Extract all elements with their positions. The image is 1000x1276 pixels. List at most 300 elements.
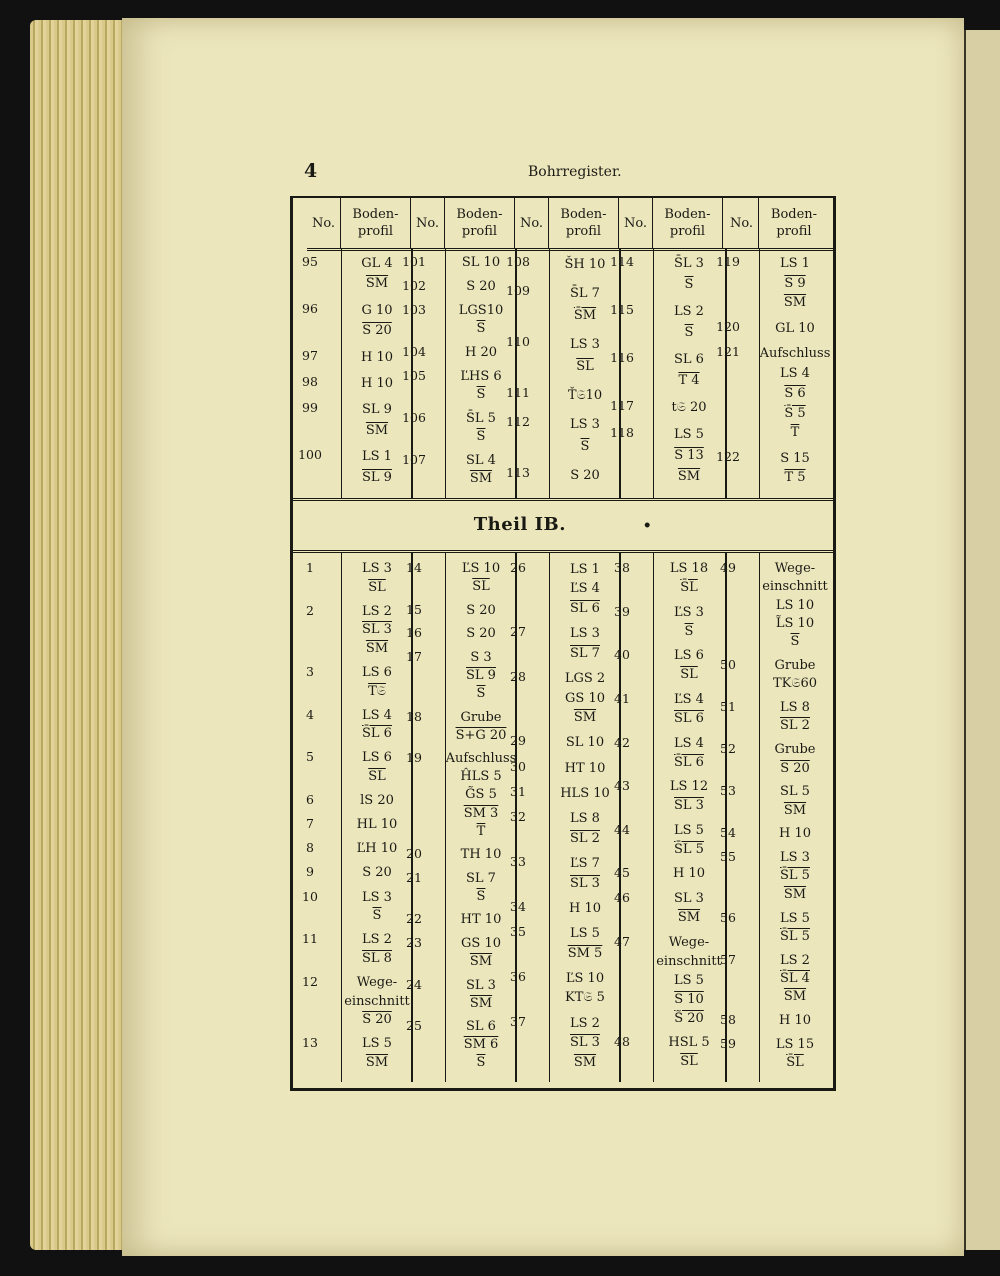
profil-line: LS 5	[674, 972, 704, 988]
profil-line: $\overline{T}$	[790, 425, 800, 441]
profil-line: SL 10	[461, 255, 501, 270]
profil-line: LS 8	[780, 700, 810, 716]
part2-entry-no: 55	[720, 849, 736, 865]
part1-entry-no: 98	[302, 374, 318, 389]
header-no-4: No.	[619, 198, 653, 248]
part1-entry-profil	[759, 449, 831, 488]
profil-line: SL 4	[466, 452, 496, 468]
profil-line: einschnitt	[344, 993, 410, 1009]
part2-entry-no: 59	[720, 1035, 736, 1051]
profil-line: LS 3	[780, 850, 810, 866]
part2-entry-no: 12	[302, 974, 318, 990]
profil-line: $\overline{S}$	[580, 439, 590, 455]
profil-line: G 10	[361, 302, 393, 318]
part2-entry-profil	[341, 664, 413, 701]
profil-line: SL 6	[674, 352, 704, 367]
part2-entry-no: 37	[510, 1013, 526, 1029]
part1-entry-no: 116	[610, 350, 634, 365]
profil-line: $\overline{S}$	[476, 888, 486, 904]
profil-line: $\overline{SM}$	[365, 422, 389, 438]
profil-line: $\overline{S}$	[684, 324, 694, 340]
profil-line: ĽS 3	[674, 604, 704, 620]
profil-line: S 20	[362, 323, 392, 339]
profil-line: H 10	[360, 349, 393, 365]
part2-entry-profil	[445, 602, 517, 620]
part2-entry-no: 4	[306, 706, 314, 722]
part1-entry-no: 102	[402, 277, 426, 293]
profil-line: ĽS 7	[570, 856, 600, 872]
part2-entry-no: 17	[406, 648, 422, 664]
profil-line: LS 4	[674, 735, 704, 751]
facing-page-edge	[962, 30, 1000, 1250]
header-profil-3: Boden- profil	[549, 198, 619, 248]
part2-entry-profil	[653, 604, 725, 642]
part1-entry-profil	[759, 254, 831, 313]
part1-entry-no: 100	[298, 447, 322, 463]
profil-line: $\overline{SL}$	[680, 667, 698, 683]
profil-line: LS 2	[570, 1015, 600, 1031]
part1-entry-no: 95	[302, 254, 318, 269]
profil-line: GS 10	[565, 690, 605, 706]
profil-line: S+G 20	[455, 727, 507, 743]
part1-entry-no: 110	[506, 334, 530, 349]
part2-entry-profil	[759, 783, 831, 820]
part-title-bottom-rule	[293, 550, 833, 553]
profil-line: H 10	[672, 866, 705, 882]
profil-line: SL 3	[674, 891, 704, 907]
profil-line: LS 3	[362, 561, 392, 576]
profil-line: S 20	[570, 468, 600, 484]
part2-entry-no: 45	[614, 865, 630, 881]
part2-entry-profil	[445, 935, 517, 971]
profil-line: SL 7	[570, 645, 600, 661]
profil-line: SL 3	[570, 1035, 600, 1051]
profil-line: S̄ 5	[784, 405, 806, 421]
profil-line: S 10	[674, 991, 704, 1007]
profil-line: GL 10	[775, 320, 815, 336]
profil-line: HL 10	[356, 817, 398, 833]
part2-entry-profil	[341, 1035, 413, 1072]
profil-line: SL 2	[780, 718, 810, 734]
part2-entry-profil	[341, 792, 413, 811]
profil-line: LS 5	[674, 822, 704, 838]
part1-entry-no: 96	[302, 300, 318, 316]
part2-entry-profil	[759, 1036, 831, 1073]
part1-entry-no: 121	[716, 344, 740, 360]
part2-entry-no: 11	[302, 931, 318, 947]
profil-line: SL 9	[466, 667, 496, 683]
part1-entry-profil	[759, 319, 831, 339]
profil-line: L̃S 10	[775, 615, 815, 631]
profil-line: LS 12	[669, 779, 709, 795]
part1-entry-no: 99	[302, 400, 318, 416]
part2-entry-no: 47	[614, 933, 630, 949]
profil-line: SL 6	[674, 710, 704, 726]
profil-line: t𝔖 20	[671, 400, 707, 415]
profil-line: $\overline{SM}$	[783, 295, 807, 311]
profil-line: $\overline{S}$	[476, 1055, 486, 1071]
profil-line: S̄M	[573, 308, 597, 324]
profil-line: T𝔖	[368, 683, 386, 699]
part2-entry-profil	[759, 849, 831, 904]
part2-entry-no: 27	[510, 624, 526, 640]
part2-entry-no: 6	[306, 792, 314, 808]
profil-line: Aufschluss	[759, 346, 831, 362]
running-head: Bohrregister.	[528, 164, 622, 180]
part2-entry-no: 5	[306, 749, 314, 765]
profil-line: LS 3	[570, 417, 600, 432]
header-no-2: No.	[411, 198, 445, 248]
profil-line: LS 4	[780, 366, 810, 382]
profil-line: Ť𝔖10	[567, 388, 603, 404]
profil-line: S̄L 5	[466, 410, 496, 426]
profil-line: $\overline{SM}$	[469, 995, 493, 1011]
profil-line: Wege-	[774, 561, 816, 576]
header-no-1: No.	[307, 198, 341, 248]
part2-entry-no: 44	[614, 821, 630, 837]
part2-entry-no: 10	[302, 888, 318, 904]
part-title	[293, 514, 833, 535]
part2-entry-profil	[759, 741, 831, 778]
part2-entry-no: 26	[510, 560, 526, 575]
part2-entry-no: 19	[406, 750, 422, 766]
profil-line: ĽS 4	[570, 581, 600, 597]
profil-line: SL 9	[362, 402, 392, 418]
header-no-3: No.	[515, 198, 549, 248]
profil-line: S 20	[362, 1012, 392, 1028]
part2-entry-no: 21	[406, 869, 422, 885]
part1-entry-no: 114	[610, 254, 634, 269]
part2-entry-no: 3	[306, 663, 314, 679]
profil-line: $\overline{T}$	[476, 823, 486, 839]
part2-entry-no: 53	[720, 783, 736, 799]
part2-entry-no: 23	[406, 934, 422, 950]
profil-line: LS 5	[570, 926, 600, 942]
part1-entry-no: 109	[506, 282, 530, 298]
part2-entry-no: 49	[720, 560, 736, 575]
profil-line: $\overline{SL}$	[576, 359, 594, 375]
part2-entry-no: 13	[302, 1035, 318, 1051]
profil-line: LS 10	[775, 597, 815, 613]
part2-entry-no: 16	[406, 625, 422, 641]
part1-entry-no: 112	[506, 414, 530, 429]
profil-line: HSL 5	[668, 1035, 710, 1051]
part2-entry-no: 56	[720, 909, 736, 925]
profil-line: H 10	[778, 826, 811, 842]
part2-entry-no: 32	[510, 809, 526, 825]
header-no-5: No.	[725, 198, 759, 248]
profil-line: S̄L 5	[780, 868, 810, 884]
profil-line: $\overline{SM}$	[783, 886, 807, 902]
profil-line: lS 20	[360, 793, 394, 809]
profil-line: $\overline{S}$	[790, 634, 800, 650]
part1-entry-profil	[759, 344, 831, 442]
part2-entry-no: 57	[720, 951, 736, 967]
profil-line: SL 3	[674, 798, 704, 814]
part2-entry-no: 52	[720, 741, 736, 757]
profil-line: S 3	[470, 649, 492, 665]
profil-line: S 20	[780, 760, 810, 776]
profil-line: LGS10	[458, 302, 504, 318]
part2-entry-no: 24	[406, 976, 422, 992]
part2-entry-no: 58	[720, 1012, 736, 1028]
profil-line: ĽH 10	[356, 841, 398, 857]
profil-line: LS 2	[780, 952, 810, 968]
part2-entry-no: 35	[510, 924, 526, 940]
part2-entry-profil	[759, 825, 831, 843]
profil-line: S 6	[784, 385, 806, 401]
profil-line: SL 3	[466, 977, 496, 993]
part2-entry-no: 42	[614, 734, 630, 750]
profil-line: SL 3	[570, 875, 600, 891]
profil-line: $\overline{SL}$	[472, 579, 490, 595]
profil-line: S̄L 7	[570, 285, 600, 301]
part2-entry-no: 25	[406, 1018, 422, 1034]
part1-entry-no: 111	[506, 385, 530, 401]
profil-line: G̃S 5	[465, 787, 497, 803]
part1-entry-profil	[549, 465, 621, 487]
part2-entry-no: 41	[614, 690, 630, 706]
part2-entry-no: 18	[406, 708, 422, 724]
profil-line: TH 10	[460, 847, 502, 863]
profil-line: S 15	[780, 450, 810, 466]
part1-entry-no: 105	[402, 367, 426, 383]
profil-line: LS 1	[780, 256, 810, 271]
part-title-top-rule	[293, 498, 833, 501]
profil-line: S̄L 6	[362, 726, 392, 742]
profil-line: ĽS 10	[461, 561, 501, 576]
profil-line: LS 3	[570, 626, 600, 642]
part1-entry-no: 115	[610, 302, 634, 317]
profil-line: T 4	[678, 372, 700, 388]
profil-line: ĽHS 6	[460, 368, 502, 384]
part2-entry-no: 54	[720, 825, 736, 841]
part1-entry-no: 113	[506, 465, 530, 481]
part1-entry-profil	[653, 398, 725, 419]
profil-line: S̄L	[680, 579, 698, 595]
profil-line: $\overline{SM}$	[783, 989, 807, 1005]
part2-entry-no: 9	[306, 864, 314, 880]
profil-line: S̄L 5	[780, 928, 810, 944]
profil-line: LS 3	[362, 889, 392, 905]
profil-line: SL 2	[570, 830, 600, 846]
profil-line: GS 10	[461, 935, 501, 951]
profil-line: $\overline{SM}$	[573, 709, 597, 725]
profil-line: KT𝔖 5	[565, 990, 605, 1006]
profil-line: S 20	[466, 278, 496, 294]
profil-line: SL 6	[570, 600, 600, 616]
profil-line: S 9	[784, 275, 806, 291]
profil-line: S̄L	[786, 1055, 804, 1071]
part2-entry-no: 33	[510, 854, 526, 870]
part1-entry-no: 107	[402, 451, 426, 467]
part2-entry-no: 7	[306, 816, 314, 832]
profil-line: SL 7	[466, 870, 496, 886]
part2-entry-no: 8	[306, 840, 314, 856]
table-header-row	[307, 198, 833, 251]
part2-entry-no: 50	[720, 657, 736, 672]
part2-entry-profil	[341, 816, 413, 835]
profil-line: Aufschluss	[445, 751, 517, 767]
profil-line: LS 8	[570, 811, 600, 827]
profil-line: $\overline{SM}$	[469, 471, 493, 487]
profil-line: $\overline{S}$	[476, 320, 486, 336]
profil-line: $\overline{SM}$	[365, 1054, 389, 1070]
part1-entry-no: 103	[402, 301, 426, 317]
part2-entry-no: 31	[510, 783, 526, 799]
profil-line: LS 3	[570, 337, 600, 352]
part2-entry-profil	[549, 759, 621, 778]
book-page-edges	[30, 20, 130, 1250]
profil-line: S̄L 5	[674, 841, 704, 857]
profil-line: $\overline{SM}$	[365, 640, 389, 656]
profil-line: SL 3	[362, 622, 392, 638]
profil-line: Wege-	[356, 975, 398, 991]
part2-entry-no: 30	[510, 758, 526, 774]
part2-entry-profil	[759, 699, 831, 736]
profil-line: SL 6	[466, 1019, 496, 1035]
profil-line: $\overline{SL}$	[680, 1054, 698, 1070]
profil-line: LS 4	[362, 707, 392, 723]
profil-line: S 20	[362, 865, 392, 881]
part1-entry-no: 101	[402, 254, 426, 269]
profil-line: LGS 2	[564, 671, 606, 687]
profil-line: LS 6	[674, 648, 704, 664]
profil-line: ĽS 4	[674, 691, 704, 707]
profil-line: LS 6	[362, 750, 392, 766]
profil-line: SM 3	[463, 805, 499, 821]
part1-entry-no: 120	[716, 318, 740, 334]
part2-entry-no: 2	[306, 602, 314, 618]
profil-line: TK𝔖60	[772, 676, 818, 692]
part2-entry-no: 40	[614, 647, 630, 663]
part1-entry-no: 119	[716, 254, 740, 269]
part2-entry-no: 48	[614, 1034, 630, 1050]
profil-line: $\overline{S}$	[684, 623, 694, 639]
profil-line: Wege-	[668, 934, 710, 950]
part2-entry-no: 1	[306, 560, 314, 575]
profil-line: S 20	[466, 602, 496, 618]
profil-line: S 20	[466, 626, 496, 642]
profil-line: S̄L 3	[674, 256, 704, 271]
profil-line: H 20	[464, 344, 497, 360]
profil-line: LS 2	[362, 603, 392, 619]
profil-line: $\overline{SM}$	[783, 802, 807, 818]
part2-entry-no: 39	[614, 603, 630, 619]
profil-line: LS 5	[780, 910, 810, 926]
profil-line: LS 5	[362, 1036, 392, 1052]
profil-line: ĤLS 5	[460, 769, 502, 785]
profil-line: $\overline{SM}$	[677, 910, 701, 926]
part2-entry-no: 51	[720, 699, 736, 715]
profil-line: LS 18	[669, 561, 709, 576]
profil-line: SL 8	[362, 950, 392, 966]
part2-entry-no: 34	[510, 898, 526, 914]
part2-entry-profil	[759, 910, 831, 947]
profil-line: LS 15	[775, 1036, 815, 1052]
profil-line: SM 5	[567, 945, 603, 961]
profil-line: H 10	[360, 376, 393, 391]
part1-entry-no: 118	[610, 425, 634, 441]
profil-line: einschnitt	[762, 579, 828, 595]
profil-line: SL 5	[780, 784, 810, 800]
profil-line: SL 9	[362, 469, 392, 485]
profil-line: HT 10	[564, 760, 606, 776]
profil-line: einschnitt	[656, 953, 722, 969]
profil-line: LS 1	[570, 562, 600, 577]
header-profil-4: Boden- profil	[653, 198, 723, 248]
profil-line: $\overline{S}$	[476, 386, 486, 402]
part2-entry-no: 22	[406, 911, 422, 927]
part2-entry-profil	[653, 865, 725, 884]
profil-line: S 13	[674, 448, 704, 463]
profil-line: S̄L 4	[780, 971, 810, 986]
header-profil-1: Boden- profil	[341, 198, 411, 248]
profil-line: S̃ 20	[674, 1010, 704, 1026]
profil-line: LS 1	[362, 449, 392, 465]
profil-line: $\overline{SL}$	[368, 768, 386, 784]
profil-line: $\overline{S}$	[476, 429, 486, 445]
profil-line: LS 5	[674, 427, 704, 443]
profil-line: $\overline{S}$	[372, 908, 382, 924]
part2-entry-no: 29	[510, 733, 526, 749]
profil-line: ŠH 10	[564, 257, 606, 272]
part2-entry-profil	[759, 952, 831, 1007]
part2-entry-profil	[759, 560, 831, 651]
part1-entry-profil	[445, 302, 517, 339]
profil-line: LS 6	[362, 664, 392, 680]
profil-line: SL 10	[565, 735, 605, 751]
profil-line: SM 6	[463, 1037, 499, 1053]
part2-entry-no: 28	[510, 669, 526, 685]
part1-entry-no: 122	[716, 448, 740, 464]
part2-entry-no: 36	[510, 968, 526, 984]
profil-line: $\overline{S}$	[684, 276, 694, 292]
part2-entry-no: 43	[614, 778, 630, 794]
profil-line: Grube	[774, 742, 816, 758]
part-title-dot: •	[642, 518, 653, 534]
profil-line: Grube	[460, 709, 502, 725]
part2-entry-no: 46	[614, 890, 630, 906]
profil-line: S̄L 6	[674, 754, 704, 770]
part2-entry-no: 20	[406, 846, 422, 862]
part1-entry-no: 117	[610, 398, 634, 413]
header-profil-5: Boden- profil	[770, 207, 818, 239]
group-rule-b-4	[725, 552, 727, 1082]
profil-line: HLS 10	[560, 785, 610, 801]
part2-entry-no: 38	[614, 560, 630, 575]
profil-line: $\overline{SM}$	[469, 954, 493, 970]
bore-register-table	[290, 196, 836, 1091]
part2-entry-profil	[759, 657, 831, 694]
part2-entry-profil	[759, 1012, 831, 1030]
profil-line: T 5	[784, 470, 806, 486]
part-title-text: Theil IB.	[473, 514, 567, 535]
profil-line: Grube	[774, 658, 816, 673]
part2-entry-no: 15	[406, 601, 422, 617]
profil-line: ĽS 10	[565, 970, 605, 986]
profil-line: LS 2	[362, 932, 392, 948]
profil-line: H 10	[778, 1013, 811, 1029]
part1-entry-no: 108	[506, 254, 530, 269]
profil-line: $\overline{S}$	[476, 685, 486, 701]
profil-line: GL 4	[361, 256, 393, 271]
part2-entry-no: 14	[406, 560, 422, 575]
page-number: 4	[304, 160, 318, 182]
profil-line: $\overline{SM}$	[677, 468, 701, 484]
profil-line: $\overline{SM}$	[365, 276, 389, 292]
profil-line: H 10	[568, 900, 601, 916]
